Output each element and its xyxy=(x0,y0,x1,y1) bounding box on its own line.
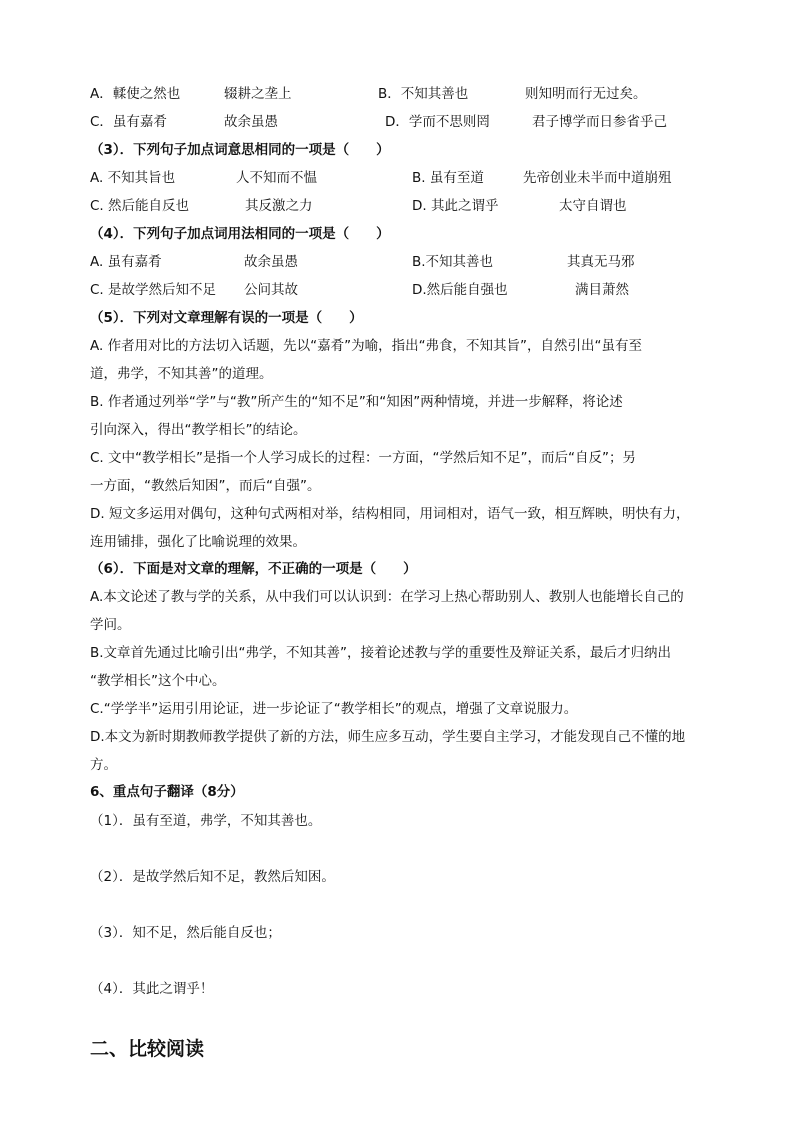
q6-title: （6）．下面是对文章的理解，不正确的一项是（ ） xyxy=(90,561,417,577)
q5-option-d: D. 短文多运用对偶句，这种句式两相对举，结构相同，用词相对，语气一致，相互辉映，明快有力， 连用铺排，强化了比喻说理的效果。 xyxy=(90,506,690,550)
q2-option-a-compare: 辍耕之垄上 xyxy=(224,86,292,102)
translation-section-title: 6、重点句子翻译（8分） xyxy=(90,784,244,800)
q4-option-c: C. 是故学然后知不足 xyxy=(90,282,217,298)
q4-option-d: D.然后能自强也 xyxy=(412,282,508,298)
q5-title: （5）．下列对文章理解有误的一项是（ ） xyxy=(90,310,363,326)
q2-option-d: D．学而不思则罔 xyxy=(385,114,490,130)
translation-item-4: （4）．其此之谓乎！ xyxy=(90,981,214,997)
q5-option-c: C. 文中“教学相长”是指一个人学习成长的过程：一方面，“学然后知不足”，而后“自反”；另 一方面，“教然后知困”，而后“自强”。 xyxy=(90,450,636,494)
q6-option-c: C.“学学半”运用引用论证，进一步论证了“教学相长”的观点，增强了文章说服力。 xyxy=(90,701,578,717)
q3-option-b: B. 虽有至道 xyxy=(412,170,484,186)
q4-option-c-compare: 公问其故 xyxy=(244,282,298,298)
q2-option-c-compare: 故余虽愚 xyxy=(224,114,278,130)
q6-option-d: D.本文为新时期教师教学提供了新的方法，师生应多互动，学生要自主学习，才能发现自己不懂的地 方。 xyxy=(90,729,686,773)
q4-title: （4）．下列句子加点词用法相同的一项是（ ） xyxy=(90,226,390,242)
q3-option-c-compare: 其反激之力 xyxy=(245,198,313,214)
q4-option-a: A. 虽有嘉肴 xyxy=(90,254,162,270)
translation-item-1: （1）．虽有至道，弗学，不知其善也。 xyxy=(90,813,322,829)
translation-item-3: （3）．知不足，然后能自反也； xyxy=(90,925,281,941)
q3-option-a: A. 不知其旨也 xyxy=(90,170,176,186)
q6-option-b: B.文章首先通过比喻引出“弗学，不知其善”，接着论述教与学的重要性及辩证关系，最后才归纳出 “教学相长”这个中心。 xyxy=(90,645,672,689)
q4-option-b: B.不知其善也 xyxy=(412,254,494,270)
q4-option-a-compare: 故余虽愚 xyxy=(244,254,298,270)
q2-option-b-compare: 则知明而行无过矣。 xyxy=(525,86,647,102)
q3-title: （3）．下列句子加点词意思相同的一项是（ ） xyxy=(90,142,390,158)
q5-option-a: A. 作者用对比的方法切入话题，先以“嘉肴”为喻，指出“弗食，不知其旨”，自然引出“虽有至 道，弗学，不知其善”的道理。 xyxy=(90,338,643,382)
comparative-reading-heading: 二、比较阅读 xyxy=(90,1038,205,1060)
q6-option-a: A.本文论述了教与学的关系，从中我们可以认识到：在学习上热心帮助别人、教别人也能增长自己的 学问。 xyxy=(90,589,684,633)
q3-option-a-compare: 人不知而不愠 xyxy=(236,170,317,186)
q3-option-d-compare: 太守自谓也 xyxy=(559,198,627,214)
q3-option-b-compare: 先帝创业未半而中道崩殂 xyxy=(523,170,672,186)
q3-option-d: D. 其此之谓乎 xyxy=(412,198,499,214)
q2-option-d-compare: 君子博学而日参省乎己 xyxy=(532,114,667,130)
translation-item-2: （2）．是故学然后知不足，教然后知困。 xyxy=(90,869,335,885)
q4-option-d-compare: 满目萧然 xyxy=(575,282,629,298)
q2-option-b: B．不知其善也 xyxy=(378,86,469,102)
q4-option-b-compare: 其真无马邪 xyxy=(567,254,635,270)
q2-option-a: A．輮使之然也 xyxy=(90,86,181,102)
q3-option-c: C. 然后能自反也 xyxy=(90,198,190,214)
q2-option-c: C．虽有嘉肴 xyxy=(90,114,167,130)
q5-option-b: B. 作者通过列举“学”与“教”所产生的“知不足”和“知困”两种情境，并进一步解释，将论述 引向深入，得出“教学相长”的结论。 xyxy=(90,394,623,438)
